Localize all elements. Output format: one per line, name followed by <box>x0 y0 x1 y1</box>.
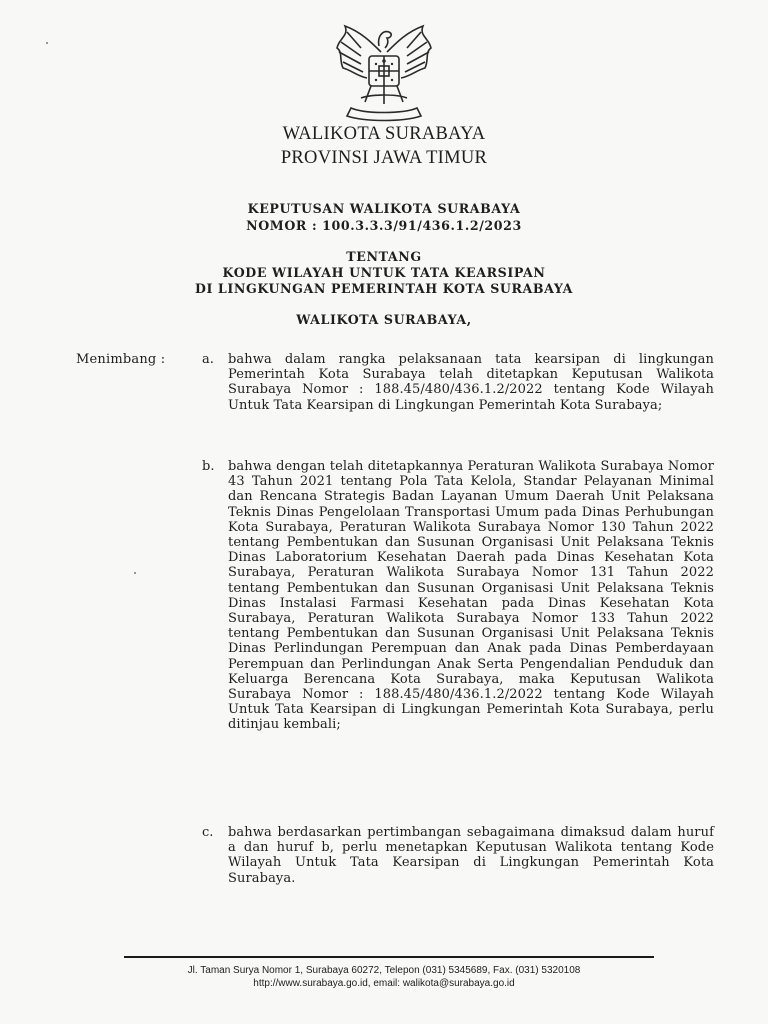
decree-number: NOMOR : 100.3.3.3/91/436.1.2/2023 <box>246 218 522 233</box>
item-letter: a. <box>202 352 214 367</box>
garuda-emblem-icon <box>331 22 437 122</box>
considering-item-c: bahwa berdasarkan pertimbangan sebagaimana dimaksud dalam huruf a dan huruf b, perlu menetapkan Keputusan Walikota tentang Kode Wilayah Untuk Tata Kearsipan di Lingkungan Pemerintah Kota Surabaya. <box>228 825 714 886</box>
considering-item-b: bahwa dengan telah ditetapkannya Peraturan Walikota Surabaya Nomor 43 Tahun 2021 tentang Pola Tata Kelola, Standar Pelayanan Minimal dan Rencana Strategis Badan Layanan Umum Daerah Unit Pelaksana Teknis Dinas Pengelolaan Transportasi Umum pada Dinas Perhubungan Kota Surabaya, Peraturan Walikota Surabaya Nomor 130 Tahun 2022 tentang Pembentukan dan Susunan Organisasi Unit Pelaksana Teknis Dinas Laboratorium Kesehatan Daerah pada Dinas Kesehatan Kota Surabaya, Peraturan Walikota Surabaya Nomor 131 Tahun 2022 tentang Pembentukan dan Susunan Organisasi Unit Pelaksana Teknis Dinas Instalasi Farmasi Kesehatan pada Dinas Kesehatan Kota Surabaya, Peraturan Walikota Surabaya Nomor 133 Tahun 2022 tentang Pembentukan dan Susunan Organisasi Unit Pelaksana Teknis Dinas Perlindungan Perempuan dan Anak pada Dinas Pemberdayaan Perempuan dan Perlindungan Anak Serta Pengendalian Penduduk dan Keluarga Berencana Kota Surabaya, maka Keputusan Walikota Surabaya Nomor : 188.45/480/436.1.2/2022 tentang Kode Wilayah Untuk Tata Kearsipan di Lingkungan Pemerintah Kota Surabaya, perlu ditinjau kembali; <box>228 459 714 733</box>
decree-subject-line1: KODE WILAYAH UNTUK TATA KEARSIPAN <box>222 265 546 280</box>
decree-about: TENTANG <box>346 249 422 264</box>
considering-item-a: bahwa dalam rangka pelaksanaan tata kearsipan di lingkungan Pemerintah Kota Surabaya telah ditetapkan Keputusan Walikota Surabaya Nomor : 188.45/480/436.1.2/2022 tentang Kode Wilayah Untuk Tata Kearsipan di Lingkungan Pemerintah Kota Surabaya; <box>228 352 714 413</box>
letterhead-province: PROVINSI JAWA TIMUR <box>280 148 488 168</box>
footer-contact: http://www.surabaya.go.id, email: walikota@surabaya.go.id <box>253 978 515 989</box>
scan-speck <box>134 572 136 574</box>
considering-label: Menimbang : <box>76 352 166 367</box>
decree-subject-line2: DI LINGKUNGAN PEMERINTAH KOTA SURABAYA <box>194 281 574 296</box>
scan-speck <box>46 42 48 44</box>
item-letter: c. <box>202 825 214 840</box>
letterhead-title: WALIKOTA SURABAYA <box>282 124 486 144</box>
footer-address: Jl. Taman Surya Nomor 1, Surabaya 60272, Telepon (031) 5345689, Fax. (031) 5320108 <box>187 965 581 976</box>
decree-issuer: WALIKOTA SURABAYA, <box>296 312 472 327</box>
item-letter: b. <box>202 459 215 474</box>
decree-title: KEPUTUSAN WALIKOTA SURABAYA <box>247 201 521 216</box>
footer-divider <box>124 956 654 958</box>
